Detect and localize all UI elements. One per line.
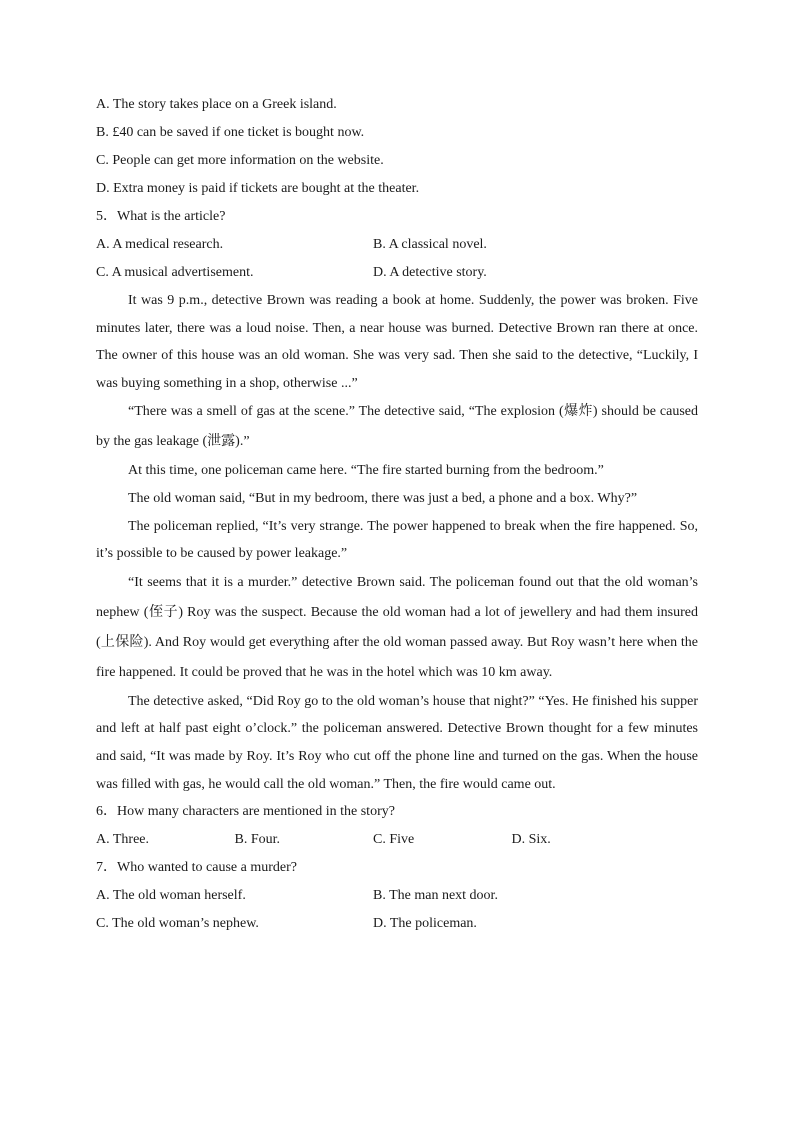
q6-title: 6．How many characters are mentioned in the story? xyxy=(96,804,395,820)
q6-option-c: C. Five xyxy=(373,832,415,848)
q6-options-row xyxy=(96,826,698,854)
question-7 xyxy=(96,854,698,938)
question-6 xyxy=(96,798,698,854)
passage-paragraph: “There was a smell of gas at the scene.” The detective said, “The explosion (爆炸) should be caused by the gas leakage (泄露).” xyxy=(96,404,698,450)
question-4-options xyxy=(96,91,698,203)
q5-options-row-1 xyxy=(96,231,698,259)
passage-paragraph: The policeman replied, “It’s very strange. The power happened to break when the fire happened. So, it’s possible to be caused by power leakage.” xyxy=(96,518,698,562)
q4-option-b: B. £40 can be saved if one ticket is bought now. xyxy=(96,125,365,140)
exam-page xyxy=(96,91,698,938)
passage-paragraph: At this time, one policeman came here. “The fire started burning from the bedroom.” xyxy=(128,463,604,479)
q7-options-row-2 xyxy=(96,910,698,938)
q7-option-a: A. The old woman herself. xyxy=(96,888,246,904)
q7-options-row-1 xyxy=(96,882,698,910)
passage-paragraph: The old woman said, “But in my bedroom, there was just a bed, a phone and a box. Why?” xyxy=(128,490,638,506)
passage-paragraph: The detective asked, “Did Roy go to the old woman’s house that night?” “Yes. He finished his supper and left at half past eight o’clock.” the policeman answered. Detective Brown thought for a few minutes and said, “It was made by Roy. It’s Roy who cut off the phone line and turned on the gas. When the house was filled with gas, he would call the old woman.” Then, the fire would came out. xyxy=(96,693,698,792)
q6-option-a: A. Three. xyxy=(96,832,149,848)
passage-paragraph: It was 9 p.m., detective Brown was reading a book at home. Suddenly, the power was broken. Five minutes later, there was a loud noise. Then, a near house was burned. Detective Brown ran there at once. The owner of this house was an old woman. She was very sad. Then she said to the detective, “Luckily, I was buying something in a shop, otherwise ...” xyxy=(96,293,698,391)
q6-option-d: D. Six. xyxy=(511,832,551,848)
q5-option-d: D. A detective story. xyxy=(373,265,487,280)
q7-option-c: C. The old woman’s nephew. xyxy=(96,916,259,932)
q4-option-c: C. People can get more information on the website. xyxy=(96,153,384,168)
q7-option-d: D. The policeman. xyxy=(373,916,477,932)
passage-paragraph: “It seems that it is a murder.” detective Brown said. The policeman found out that the old woman’s nephew (侄子) Roy was the suspect. Because the old woman had a lot of jewellery and had them insured (上保险). And Roy would get everything after the old woman passed away. But Roy wasn’t here when the fire happened. It could be proved that he was in the hotel which was 10 km away. xyxy=(96,574,698,680)
q7-option-b: B. The man next door. xyxy=(373,888,498,904)
q7-title: 7．Who wanted to cause a murder? xyxy=(96,860,297,876)
reading-passage xyxy=(96,287,698,798)
q5-title: 5．What is the article? xyxy=(96,209,226,224)
q4-option-a: A. The story takes place on a Greek island. xyxy=(96,97,337,112)
question-5 xyxy=(96,203,698,287)
q6-option-b: B. Four. xyxy=(234,832,281,848)
q4-option-d: D. Extra money is paid if tickets are bought at the theater. xyxy=(96,181,420,196)
q5-option-b: B. A classical novel. xyxy=(373,237,487,252)
q5-options-row-2 xyxy=(96,259,698,287)
q5-option-c: C. A musical advertisement. xyxy=(96,265,254,280)
q5-option-a: A. A medical research. xyxy=(96,237,224,252)
